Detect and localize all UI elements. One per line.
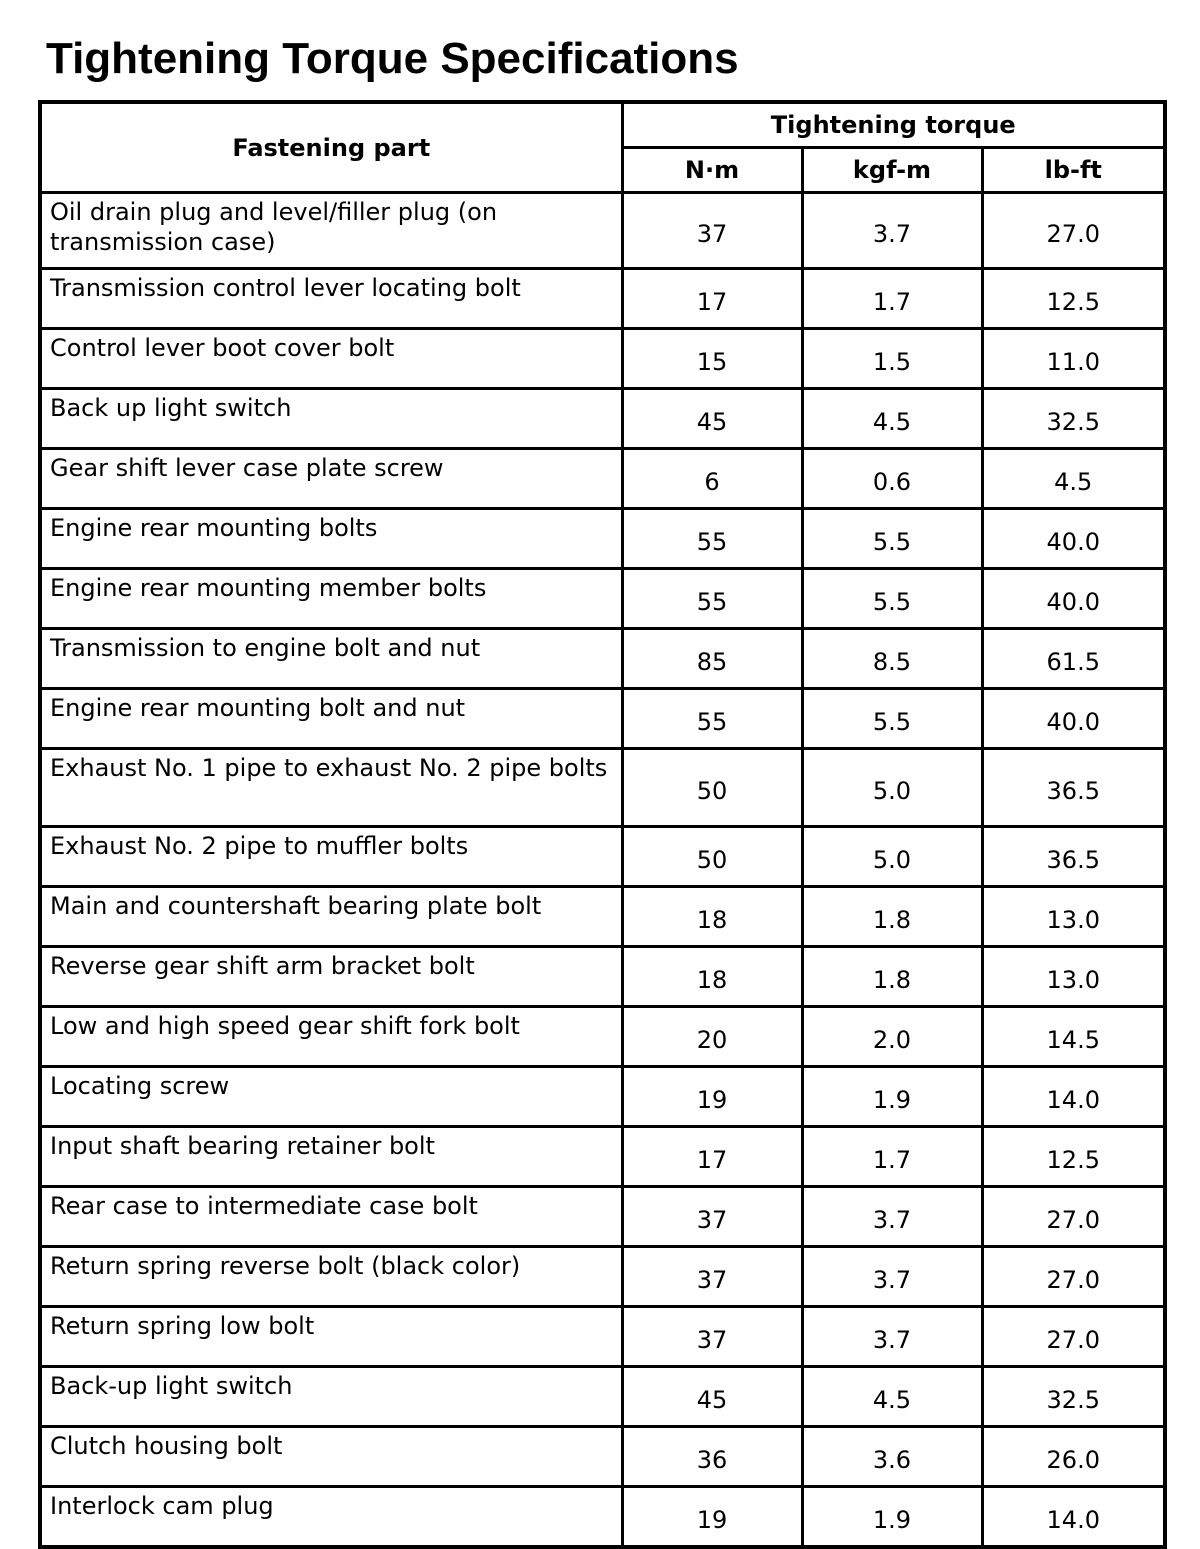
cell-lb-ft: 40.0: [982, 689, 1165, 749]
cell-lb-ft: 32.5: [982, 389, 1165, 449]
cell-kgf-m: 1.9: [802, 1487, 982, 1548]
cell-fastening-part: Engine rear mounting bolts: [40, 509, 622, 569]
cell-nm: 36: [622, 1427, 802, 1487]
cell-kgf-m: 3.7: [802, 1307, 982, 1367]
cell-nm: 37: [622, 193, 802, 269]
cell-lb-ft: 12.5: [982, 1127, 1165, 1187]
table-body: [40, 193, 1165, 1548]
cell-kgf-m: 4.5: [802, 389, 982, 449]
cell-fastening-part: Exhaust No. 1 pipe to exhaust No. 2 pipe bolts: [40, 749, 622, 827]
cell-lb-ft: 13.0: [982, 947, 1165, 1007]
cell-fastening-part: Transmission to engine bolt and nut: [40, 629, 622, 689]
page-title: Tightening Torque Specifications: [46, 34, 739, 83]
cell-nm: 50: [622, 827, 802, 887]
cell-fastening-part: Return spring low bolt: [40, 1307, 622, 1367]
cell-lb-ft: 32.5: [982, 1367, 1165, 1427]
table-row: [40, 1187, 1165, 1247]
cell-nm: 45: [622, 1367, 802, 1427]
cell-kgf-m: 1.9: [802, 1067, 982, 1127]
cell-fastening-part: Main and countershaft bearing plate bolt: [40, 887, 622, 947]
header-tightening-torque: Tightening torque: [622, 102, 1165, 148]
table-row: [40, 389, 1165, 449]
table-row: [40, 329, 1165, 389]
header-lb-ft: lb-ft: [982, 148, 1165, 193]
table-row: [40, 1247, 1165, 1307]
cell-nm: 55: [622, 689, 802, 749]
cell-kgf-m: 1.7: [802, 1127, 982, 1187]
cell-kgf-m: 8.5: [802, 629, 982, 689]
cell-fastening-part: Back up light switch: [40, 389, 622, 449]
cell-fastening-part: Exhaust No. 2 pipe to muffler bolts: [40, 827, 622, 887]
cell-kgf-m: 1.8: [802, 947, 982, 1007]
table-row: [40, 1307, 1165, 1367]
cell-lb-ft: 27.0: [982, 193, 1165, 269]
table-row: [40, 269, 1165, 329]
table-row: [40, 1067, 1165, 1127]
cell-fastening-part: Clutch housing bolt: [40, 1427, 622, 1487]
cell-lb-ft: 14.0: [982, 1067, 1165, 1127]
torque-spec-table: [38, 100, 1167, 1549]
cell-nm: 18: [622, 947, 802, 1007]
cell-fastening-part: Engine rear mounting member bolts: [40, 569, 622, 629]
cell-nm: 19: [622, 1067, 802, 1127]
cell-lb-ft: 14.5: [982, 1007, 1165, 1067]
table-row: [40, 1427, 1165, 1487]
cell-kgf-m: 3.7: [802, 1247, 982, 1307]
cell-kgf-m: 5.5: [802, 689, 982, 749]
cell-fastening-part: Interlock cam plug: [40, 1487, 622, 1548]
cell-kgf-m: 3.7: [802, 193, 982, 269]
cell-lb-ft: 26.0: [982, 1427, 1165, 1487]
cell-nm: 45: [622, 389, 802, 449]
cell-lb-ft: 40.0: [982, 569, 1165, 629]
cell-lb-ft: 13.0: [982, 887, 1165, 947]
table-row: [40, 827, 1165, 887]
cell-kgf-m: 4.5: [802, 1367, 982, 1427]
table-row: [40, 569, 1165, 629]
table-row: [40, 1007, 1165, 1067]
table-row: [40, 509, 1165, 569]
cell-lb-ft: 12.5: [982, 269, 1165, 329]
cell-nm: 37: [622, 1307, 802, 1367]
cell-nm: 19: [622, 1487, 802, 1548]
header-kgf-m: kgf-m: [802, 148, 982, 193]
cell-nm: 17: [622, 1127, 802, 1187]
cell-fastening-part: Return spring reverse bolt (black color): [40, 1247, 622, 1307]
cell-lb-ft: 40.0: [982, 509, 1165, 569]
table-row: [40, 1367, 1165, 1427]
cell-fastening-part: Transmission control lever locating bolt: [40, 269, 622, 329]
cell-lb-ft: 11.0: [982, 329, 1165, 389]
cell-nm: 55: [622, 509, 802, 569]
cell-lb-ft: 36.5: [982, 827, 1165, 887]
cell-kgf-m: 1.5: [802, 329, 982, 389]
table-row: [40, 947, 1165, 1007]
table-row: [40, 193, 1165, 269]
cell-kgf-m: 1.8: [802, 887, 982, 947]
cell-kgf-m: 5.5: [802, 509, 982, 569]
cell-fastening-part: Oil drain plug and level/filler plug (on transmission case): [40, 193, 622, 269]
cell-kgf-m: 5.0: [802, 827, 982, 887]
cell-lb-ft: 14.0: [982, 1487, 1165, 1548]
table-row: [40, 749, 1165, 827]
table-row: [40, 689, 1165, 749]
cell-lb-ft: 36.5: [982, 749, 1165, 827]
cell-kgf-m: 1.7: [802, 269, 982, 329]
cell-fastening-part: Engine rear mounting bolt and nut: [40, 689, 622, 749]
table-row: [40, 1127, 1165, 1187]
cell-fastening-part: Input shaft bearing retainer bolt: [40, 1127, 622, 1187]
cell-lb-ft: 27.0: [982, 1247, 1165, 1307]
cell-fastening-part: Control lever boot cover bolt: [40, 329, 622, 389]
cell-nm: 85: [622, 629, 802, 689]
cell-nm: 18: [622, 887, 802, 947]
cell-kgf-m: 3.6: [802, 1427, 982, 1487]
header-nm: N·m: [622, 148, 802, 193]
cell-fastening-part: Locating screw: [40, 1067, 622, 1127]
cell-nm: 50: [622, 749, 802, 827]
cell-fastening-part: Rear case to intermediate case bolt: [40, 1187, 622, 1247]
cell-lb-ft: 27.0: [982, 1307, 1165, 1367]
cell-nm: 17: [622, 269, 802, 329]
cell-kgf-m: 0.6: [802, 449, 982, 509]
cell-nm: 55: [622, 569, 802, 629]
table-row: [40, 449, 1165, 509]
table-header: [40, 102, 1165, 193]
cell-nm: 37: [622, 1247, 802, 1307]
cell-lb-ft: 27.0: [982, 1187, 1165, 1247]
cell-nm: 20: [622, 1007, 802, 1067]
table-row: [40, 629, 1165, 689]
cell-nm: 6: [622, 449, 802, 509]
cell-kgf-m: 5.0: [802, 749, 982, 827]
cell-fastening-part: Gear shift lever case plate screw: [40, 449, 622, 509]
table-row: [40, 1487, 1165, 1548]
cell-kgf-m: 5.5: [802, 569, 982, 629]
cell-kgf-m: 2.0: [802, 1007, 982, 1067]
cell-fastening-part: Reverse gear shift arm bracket bolt: [40, 947, 622, 1007]
cell-nm: 15: [622, 329, 802, 389]
cell-kgf-m: 3.7: [802, 1187, 982, 1247]
cell-fastening-part: Low and high speed gear shift fork bolt: [40, 1007, 622, 1067]
cell-nm: 37: [622, 1187, 802, 1247]
header-row-group: [40, 102, 1165, 148]
table-row: [40, 887, 1165, 947]
cell-fastening-part: Back-up light switch: [40, 1367, 622, 1427]
cell-lb-ft: 4.5: [982, 449, 1165, 509]
cell-lb-ft: 61.5: [982, 629, 1165, 689]
header-fastening-part: Fastening part: [40, 102, 622, 193]
